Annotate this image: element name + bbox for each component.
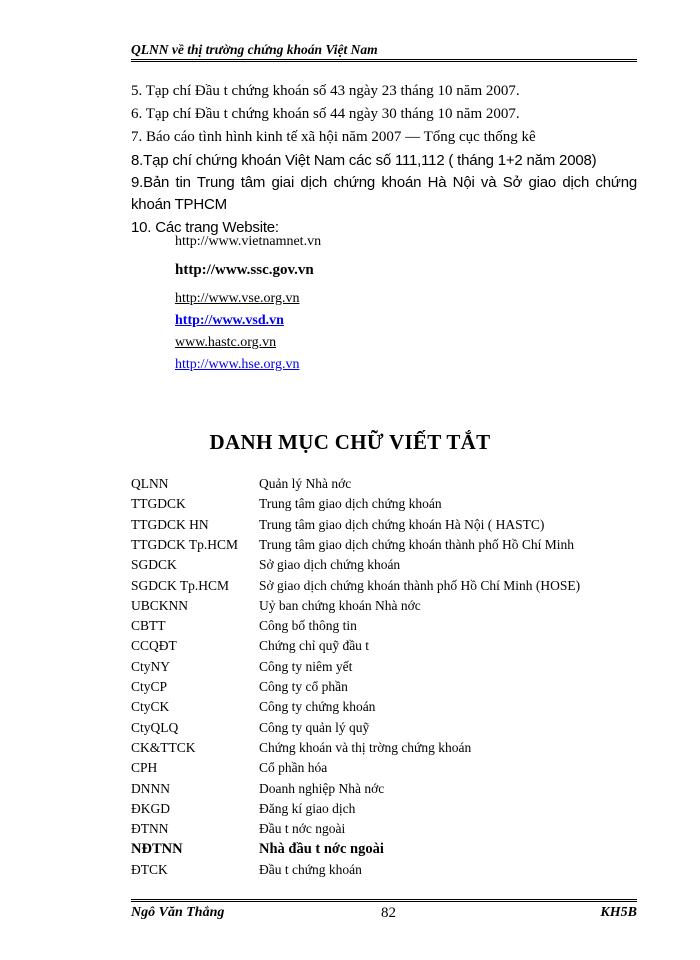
meaning-cell: Công ty niêm yết (259, 658, 353, 674)
abbr-cell: QLNN (131, 476, 169, 491)
abbr-cell: DNNN (131, 780, 170, 796)
page-number: 82 (381, 905, 396, 921)
table-row (131, 618, 651, 638)
table-row (131, 496, 651, 516)
meaning-cell: Công ty quản lý quỹ (259, 719, 370, 735)
meaning-cell: Công ty cổ phần (259, 679, 348, 694)
meaning-cell: Trung tâm giao dịch chứng khoán Hà Nội ( HASTC) (259, 516, 545, 532)
table-row (131, 679, 651, 699)
reference-item: 9.Bản tin Trung tâm giai dịch chứng khoán Hà Nội và Sở giao dịch chứng khoán TPHCM (131, 174, 637, 213)
meaning-cell: Đăng kí giao dịch (259, 800, 356, 816)
reference-item: 7. Báo cáo tình hình kinh tế xã hội năm 2007 — Tổng cục thống kê (131, 129, 536, 145)
abbr-cell: CtyCK (131, 699, 170, 715)
meaning-cell: Công bố thông tin (259, 618, 357, 634)
table-row (131, 699, 651, 719)
reference-item: 5. Tạp chí Đầu t chứng khoán số 43 ngày 23 tháng 10 năm 2007. (131, 83, 520, 99)
abbr-cell: UBCKNN (131, 597, 189, 613)
table-row (131, 476, 651, 496)
meaning-cell: Doanh nghiệp Nhà nớc (259, 780, 385, 796)
table-row (131, 517, 651, 537)
abbr-cell: SGDCK (131, 557, 177, 573)
table-row (131, 720, 651, 740)
reference-item: 8.Tạp chí chứng khoán Việt Nam các số 111,112 ( tháng 1+2 năm 2008) (131, 152, 597, 169)
footer-rule (131, 899, 637, 902)
reference-item: 6. Tạp chí Đầu t chứng khoán số 44 ngày 30 tháng 10 năm 2007. (131, 106, 520, 122)
abbr-cell: CtyQLQ (131, 719, 179, 735)
section-title: DANH MỤC CHỮ VIẾT TẮT (209, 430, 491, 454)
table-row (131, 537, 651, 557)
website-link[interactable]: http://www.vse.org.vn (175, 291, 300, 306)
meaning-cell: Đầu t chứng khoán (259, 861, 362, 877)
table-row (131, 760, 651, 780)
meaning-cell: Đầu t nớc ngoài (259, 821, 346, 837)
meaning-cell: Cổ phần hóa (259, 760, 328, 776)
website-link[interactable]: http://www.vsd.vn (175, 313, 284, 328)
abbr-cell: CPH (131, 760, 158, 776)
abbr-cell: CtyNY (131, 658, 171, 674)
table-row (131, 740, 651, 760)
abbr-cell: NĐTNN (131, 841, 183, 858)
abbr-cell: ĐTCK (131, 861, 168, 877)
meaning-cell: Sở giao dịch chứng khoán thành phố Hồ Chí Minh (HOSE) (259, 577, 581, 593)
table-row (131, 821, 651, 841)
footer-author: Ngô Văn Thắng (131, 905, 225, 920)
abbr-cell: SGDCK Tp.HCM (131, 577, 230, 593)
abbr-cell: TTGDCK (131, 496, 186, 512)
abbr-cell: CtyCP (131, 679, 168, 694)
meaning-cell: Trung tâm giao dịch chứng khoán thành phố Hồ Chí Minh (259, 536, 575, 552)
abbr-cell: CBTT (131, 618, 166, 634)
abbr-cell: ĐKGD (131, 800, 170, 816)
website-link[interactable]: www.hastc.org.vn (175, 335, 277, 350)
website-link[interactable]: http://www.ssc.gov.vn (175, 262, 314, 278)
abbr-cell: CK&TTCK (131, 739, 196, 755)
table-row (131, 578, 651, 598)
website-link[interactable]: http://www.vietnamnet.vn (175, 234, 322, 249)
meaning-cell: Trung tâm giao dịch chứng khoán (259, 496, 442, 512)
meaning-cell: Quản lý Nhà nớc (259, 476, 352, 491)
header-rule (131, 59, 637, 62)
abbr-cell: ĐTNN (131, 821, 169, 837)
meaning-cell: Công ty chứng khoán (259, 699, 376, 715)
table-row (131, 781, 651, 801)
meaning-cell: Nhà đầu t nớc ngoài (259, 841, 384, 858)
table-row (131, 862, 651, 882)
reference-list (131, 80, 637, 239)
table-row (131, 801, 651, 821)
website-link[interactable]: http://www.hse.org.vn (175, 357, 300, 372)
meaning-cell: Chứng khoán và thị trờng chứng khoán (259, 739, 472, 755)
table-row (131, 841, 651, 861)
meaning-cell: Uỷ ban chứng khoán Nhà nớc (259, 597, 421, 613)
running-header: QLNN về thị trường chứng khoán Việt Nam (131, 42, 378, 57)
meaning-cell: Chứng chỉ quỹ đầu t (259, 638, 370, 654)
table-row (131, 557, 651, 577)
table-row (131, 598, 651, 618)
abbr-cell: TTGDCK HN (131, 516, 209, 532)
table-row (131, 638, 651, 658)
abbr-cell: TTGDCK Tp.HCM (131, 536, 239, 552)
meaning-cell: Sở giao dịch chứng khoán (259, 557, 401, 573)
table-row (131, 659, 651, 679)
reference-item: 10. Các trang Website: (131, 219, 279, 236)
footer-class: KH5B (600, 905, 637, 920)
abbr-cell: CCQĐT (131, 638, 177, 654)
